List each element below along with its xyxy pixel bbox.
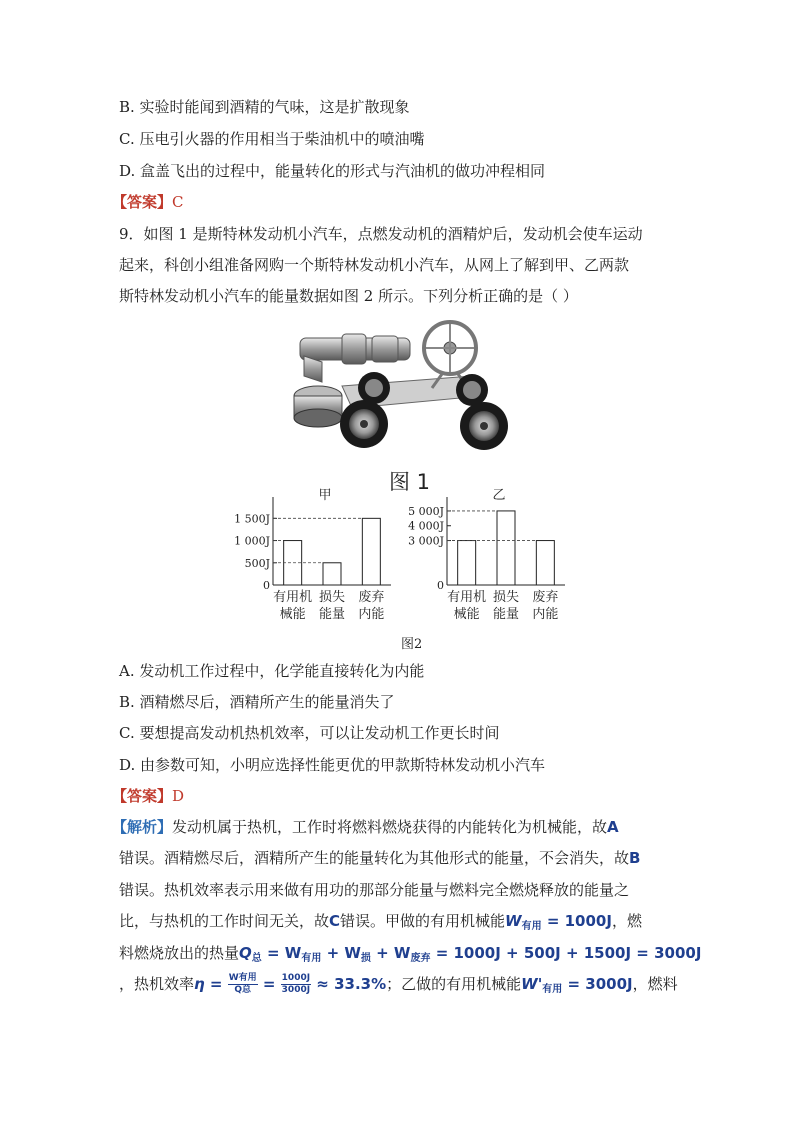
- analysis-line6: [119, 973, 678, 996]
- x-tick-label: 能量: [318, 607, 346, 622]
- analysis-line1: [112, 816, 619, 837]
- energy-bar-charts: [215, 485, 595, 630]
- analysis-text: 错误。甲做的有用机械能: [340, 912, 506, 930]
- analysis-text: 料燃烧放出的热量: [119, 944, 240, 962]
- q8-answer: [112, 191, 184, 212]
- chart-title: 乙: [492, 488, 506, 503]
- y-tick-label: 500J: [244, 556, 270, 570]
- analysis-line2: [119, 847, 640, 868]
- q9-stem-line3: 斯特林发动机小汽车的能量数据如图 2 所示。下列分析正确的是（ ）: [119, 287, 578, 305]
- x-tick-label: 有用机: [273, 590, 313, 605]
- analysis-text: 发动机属于热机，工作时将燃料燃烧获得的内能转化为机械能，故: [172, 818, 608, 836]
- answer-value: C: [172, 193, 184, 211]
- y-tick-label: 4 000J: [408, 519, 444, 533]
- x-tick-label: 能量: [492, 607, 520, 622]
- option-letter: C: [329, 912, 341, 930]
- analysis-line4: [119, 910, 642, 932]
- bar: [458, 541, 476, 585]
- analysis-line3: 错误。热机效率表示用来做有用功的那部分能量与燃料完全燃烧释放的能量之: [119, 881, 630, 899]
- bar: [497, 511, 515, 585]
- x-tick-label: 废弃: [358, 590, 385, 605]
- q8-option-c: C. 压电引火器的作用相当于柴油机中的喷油嘴: [119, 130, 425, 148]
- analysis-text: ，热机效率: [119, 975, 195, 993]
- y-tick-label: 1 000J: [234, 534, 270, 548]
- answer-tag: 【答案】: [112, 787, 173, 805]
- analysis-text: 错误。酒精燃尽后，酒精所产生的能量转化为其他形式的能量，不会消失，故: [119, 849, 630, 867]
- q8-option-b: B. 实验时能闻到酒精的气味，这是扩散现象: [119, 98, 410, 116]
- bar: [323, 563, 341, 585]
- figure2-caption: 图2: [401, 637, 423, 652]
- x-tick-label: 损失: [318, 590, 346, 605]
- analysis-text: ，燃料: [632, 975, 678, 993]
- y-tick-label: 0: [263, 579, 270, 592]
- formula-w-useful: $W_{有用} = 1000J$: [505, 912, 612, 932]
- stirling-car-image: [282, 316, 512, 456]
- q9-option-d: D. 由参数可知，小明应选择性能更优的甲款斯特林发动机小汽车: [119, 756, 546, 774]
- bar: [536, 541, 554, 585]
- figure1-caption: 图 1: [389, 470, 431, 494]
- q8-option-d: D. 盒盖飞出的过程中，能量转化的形式与汽油机的做功冲程相同: [119, 162, 546, 180]
- formula-efficiency: η = $\frac{\text{W有用}}{\text{Q总}}$ = $\frac{1000J}{3000J}$ ≈ 33.3%: [194, 973, 387, 995]
- q9-option-c: C. 要想提高发动机热机效率，可以让发动机工作更长时间: [119, 724, 500, 742]
- analysis-text: ，燃: [611, 912, 642, 930]
- bar: [362, 518, 380, 585]
- analysis-line5: [119, 942, 701, 964]
- x-tick-label: 废弃: [532, 590, 559, 605]
- x-tick-label: 械能: [453, 607, 480, 622]
- q9-stem-line1: 9．如图 1 是斯特林发动机小汽车，点燃发动机的酒精炉后，发动机会使车运动: [119, 225, 643, 243]
- answer-tag: 【答案】: [112, 193, 173, 211]
- q9-stem-line2: 起来，科创小组准备网购一个斯特林发动机小汽车，从网上了解到甲、乙两款: [119, 256, 630, 274]
- q9-answer: [112, 785, 184, 806]
- x-tick-label: 损失: [492, 590, 520, 605]
- option-letter: B: [629, 849, 641, 867]
- y-tick-label: 5 000J: [408, 504, 444, 518]
- x-tick-label: 内能: [532, 607, 559, 622]
- q9-option-a: A. 发动机工作过程中，化学能直接转化为内能: [119, 662, 425, 680]
- x-tick-label: 内能: [358, 607, 385, 622]
- analysis-tag: 【解析】: [112, 818, 173, 836]
- y-tick-label: 1 500J: [234, 512, 270, 526]
- q9-option-b: B. 酒精燃尽后，酒精所产生的能量消失了: [119, 693, 395, 711]
- formula-w-prime: $W'_{有用} = 3000J$: [521, 975, 633, 995]
- answer-value: D: [172, 787, 185, 805]
- option-letter: A: [607, 818, 619, 836]
- analysis-text: ；乙做的有用机械能: [386, 975, 522, 993]
- x-tick-label: 械能: [279, 607, 306, 622]
- y-tick-label: 3 000J: [408, 534, 444, 548]
- formula-q-total: $Q_总 = W_{有用} + W_损 + W_{废弃} = 1000J + 500J + 1500J = 3000J$: [239, 944, 702, 964]
- chart-title: 甲: [318, 488, 332, 503]
- analysis-text: 比，与热机的工作时间无关，故: [119, 912, 330, 930]
- x-tick-label: 有用机: [447, 590, 487, 605]
- y-tick-label: 0: [437, 579, 444, 592]
